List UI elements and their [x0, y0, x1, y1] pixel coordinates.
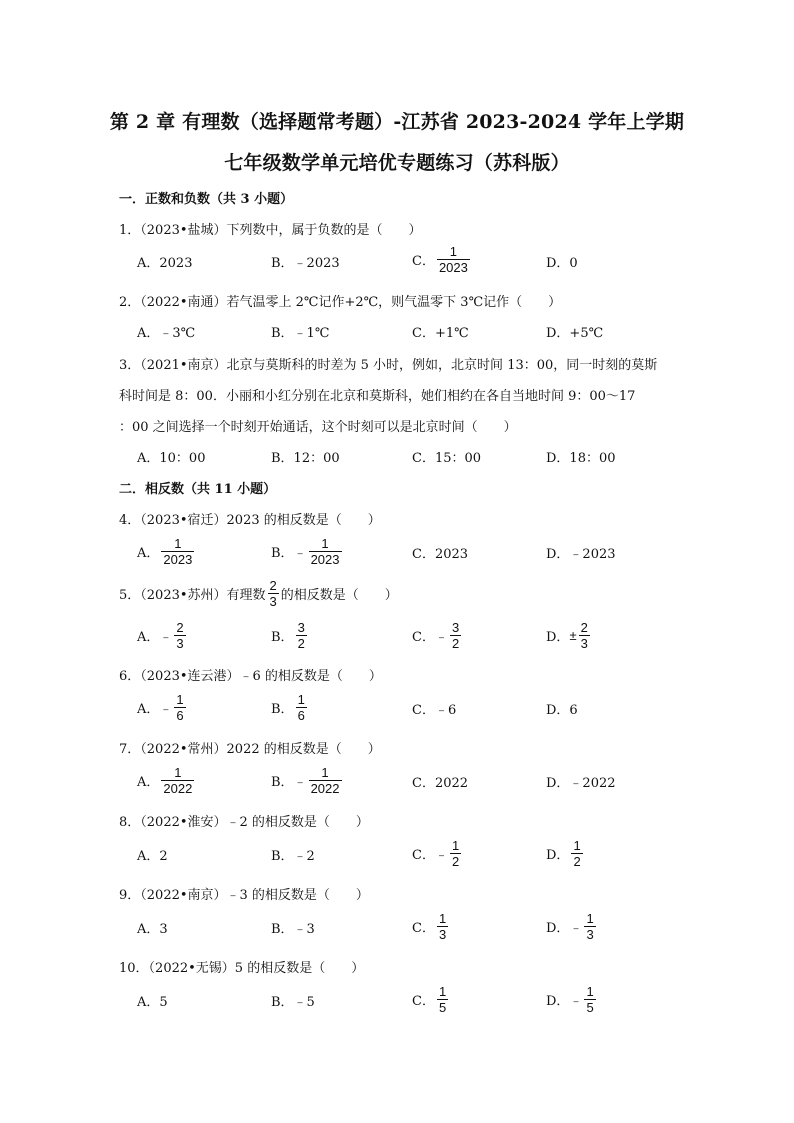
- question-5-option-d: D． ± $\frac{2}{3}$: [546, 620, 588, 651]
- question-5-option-a: A． ﹣ $\frac{2}{3}$: [137, 620, 184, 651]
- question-10-option-d: D． ﹣ $\frac{1}{5}$: [546, 984, 594, 1015]
- fraction: $\frac{1}{3}$: [438, 911, 447, 942]
- document-title-line1: 第 2 章 有理数（选择题常考题）-江苏省 2023-2024 学年上学期: [109, 111, 685, 133]
- question-3-stem-line1: 3．（2021•南京）北京与莫斯科的时差为 5 小时，例如，北京时间 13：00，同一时刻的莫斯: [119, 358, 658, 373]
- question-8-option-b: B．﹣2: [271, 849, 315, 864]
- fraction: $\frac{1}{2023}$: [438, 244, 468, 275]
- question-6-option-a: A． ﹣ $\frac{1}{6}$: [137, 692, 184, 723]
- question-4-stem: 4．（2023•宿迁）2023 的相反数是（ ）: [119, 513, 381, 528]
- question-5-stem: 5．（2023•苏州）有理数 $\frac{2}{3}$ 的相反数是（ ）: [119, 578, 398, 609]
- question-4-option-c: C．2023: [412, 547, 469, 562]
- question-3-stem-line2: 科时间是 8：00．小丽和小红分别在北京和莫斯科，她们相约在各自当地时间 9：00～17: [119, 389, 636, 404]
- question-9-option-a: A．3: [137, 922, 168, 937]
- question-1-option-c: C． $\frac{1}{2023}$: [412, 244, 468, 275]
- fraction: $\frac{1}{5}$: [586, 984, 594, 1015]
- question-3-stem-line3: ：00 之间选择一个时刻开始通话，这个时刻可以是北京时间（ ）: [119, 420, 517, 435]
- question-7-option-c: C．2022: [412, 776, 469, 791]
- question-5-option-b: B． $\frac{3}{2}$: [271, 620, 305, 651]
- question-3-option-b: B．12：00: [271, 451, 340, 466]
- question-8-stem: 8．（2022•淮安）﹣2 的相反数是（ ）: [119, 815, 369, 830]
- question-7-option-d: D．﹣2022: [546, 776, 616, 791]
- fraction: $\frac{1}{2022}$: [163, 765, 193, 796]
- section-heading-positive-negative: 一．正数和负数（共 3 小题）: [119, 192, 294, 207]
- fraction: $\frac{1}{2}$: [573, 838, 581, 869]
- fraction: $\frac{3}{2}$: [451, 620, 460, 651]
- question-9-option-d: D． ﹣ $\frac{1}{3}$: [546, 911, 594, 942]
- fraction: $\frac{2}{3}$: [176, 620, 184, 651]
- question-3-option-d: D．18：00: [546, 451, 616, 466]
- question-2-option-d: D．+5℃: [546, 326, 604, 341]
- question-6-stem: 6．（2023•连云港）﹣6 的相反数是（ ）: [119, 669, 382, 684]
- question-1-option-b: B．﹣2023: [271, 256, 340, 271]
- question-10-option-b: B．﹣5: [271, 995, 315, 1010]
- question-6-option-b: B． $\frac{1}{6}$: [271, 692, 305, 723]
- question-3-option-c: C．15：00: [412, 451, 482, 466]
- question-3-option-a: A．10：00: [137, 451, 206, 466]
- question-9-stem: 9．（2022•南京）﹣3 的相反数是（ ）: [119, 888, 369, 903]
- fraction: $\frac{1}{2}$: [451, 838, 460, 869]
- fraction: $\frac{1}{6}$: [297, 692, 305, 723]
- fraction: $\frac{1}{6}$: [176, 692, 184, 723]
- question-7-option-b: B． ﹣ $\frac{1}{2022}$: [271, 765, 340, 796]
- question-4-option-d: D．﹣2023: [546, 547, 616, 562]
- question-2-option-c: C．+1℃: [412, 326, 469, 341]
- question-6-option-c: C．﹣6: [412, 703, 457, 718]
- question-10-stem: 10．（2022•无锡）5 的相反数是（ ）: [119, 961, 365, 976]
- fraction: $\frac{1}{2023}$: [163, 536, 193, 567]
- section-heading-opposite-numbers: 二．相反数（共 11 小题）: [119, 482, 277, 497]
- question-4-option-b: B． ﹣ $\frac{1}{2023}$: [271, 536, 340, 567]
- question-7-option-a: A． $\frac{1}{2022}$: [137, 765, 193, 796]
- question-7-stem: 7．（2022•常州）2022 的相反数是（ ）: [119, 742, 381, 757]
- question-10-option-c: C． $\frac{1}{5}$: [412, 984, 447, 1015]
- question-1-option-d: D．0: [546, 256, 578, 271]
- question-2-option-a: A．﹣3℃: [137, 326, 196, 341]
- question-8-option-a: A．2: [137, 849, 168, 864]
- fraction: $\frac{1}{2023}$: [310, 536, 340, 567]
- fraction: $\frac{2}{3}$: [269, 578, 277, 609]
- question-1-stem: 1．（2023•盐城）下列数中，属于负数的是（ ）: [119, 223, 422, 238]
- question-2-stem: 2．（2022•南通）若气温零上 2℃记作+2℃，则气温零下 3℃记作（ ）: [119, 295, 562, 310]
- document-title-line2: 七年级数学单元培优专题练习（苏科版）: [224, 152, 570, 174]
- question-9-option-c: C． $\frac{1}{3}$: [412, 911, 447, 942]
- fraction: $\frac{1}{3}$: [586, 911, 594, 942]
- question-8-option-d: D． $\frac{1}{2}$: [546, 838, 581, 869]
- question-2-option-b: B．﹣1℃: [271, 326, 330, 341]
- question-5-option-c: C． ﹣ $\frac{3}{2}$: [412, 620, 460, 651]
- fraction: $\frac{3}{2}$: [297, 620, 305, 651]
- question-8-option-c: C． ﹣ $\frac{1}{2}$: [412, 838, 460, 869]
- fraction: $\frac{2}{3}$: [580, 620, 588, 651]
- question-10-option-a: A．5: [137, 995, 168, 1010]
- fraction: $\frac{1}{5}$: [438, 984, 447, 1015]
- question-4-option-a: A． $\frac{1}{2023}$: [137, 536, 193, 567]
- question-9-option-b: B．﹣3: [271, 922, 315, 937]
- question-1-option-a: A．2023: [137, 256, 193, 271]
- question-6-option-d: D．6: [546, 703, 578, 718]
- fraction: $\frac{1}{2022}$: [310, 765, 340, 796]
